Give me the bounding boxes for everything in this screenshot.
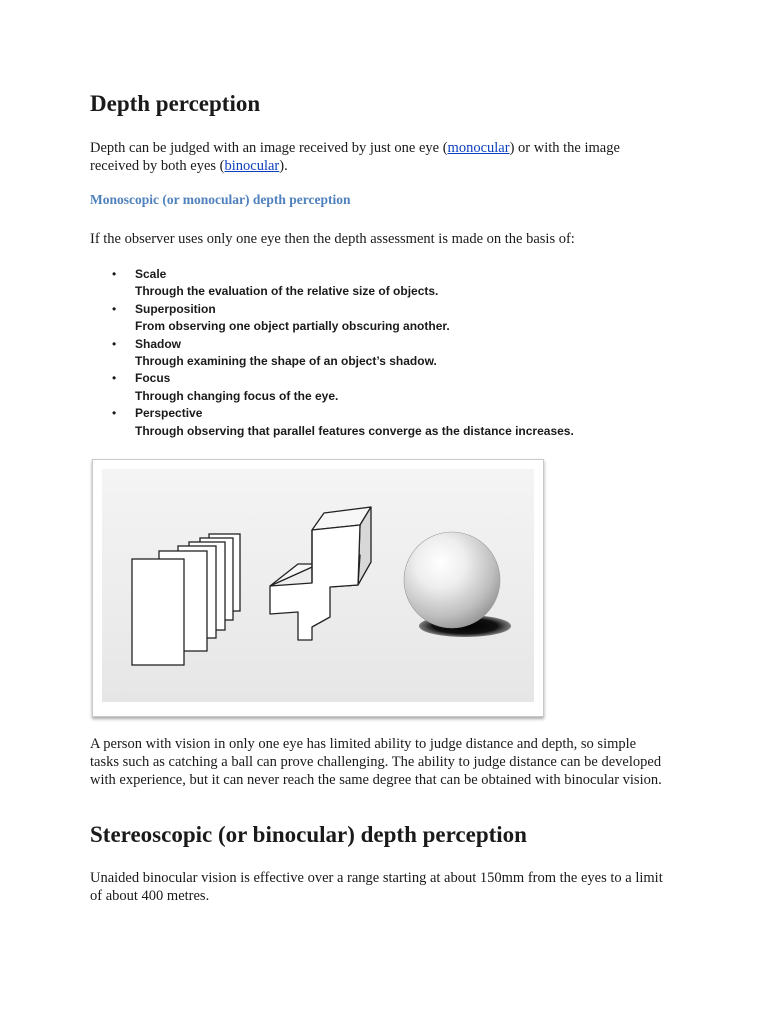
illustration-svg bbox=[102, 469, 534, 702]
list-item-shadow bbox=[90, 336, 574, 371]
bullet-icon: • bbox=[112, 301, 117, 316]
3d-cross-icon bbox=[270, 507, 371, 640]
cue-term: Scale bbox=[135, 267, 167, 281]
cue-term: Shadow bbox=[135, 336, 182, 351]
depth-cues-illustration bbox=[92, 459, 544, 717]
cue-term: Superposition bbox=[135, 301, 216, 316]
stereoscopic-heading: Stereoscopic (or binocular) depth perception bbox=[90, 822, 527, 847]
cue-description: From observing one object partially obscuring another. bbox=[135, 319, 450, 334]
bullet-icon: • bbox=[112, 336, 117, 351]
depth-cues-list bbox=[90, 266, 574, 440]
lead-paragraph: If the observer uses only one eye then the depth assessment is made on the basis of: bbox=[90, 231, 575, 247]
list-item-perspective bbox=[90, 405, 574, 440]
cue-description: Through examining the shape of an object’s shadow. bbox=[135, 354, 437, 369]
cue-description: Through changing focus of the eye. bbox=[135, 388, 339, 403]
list-item-focus bbox=[90, 370, 574, 405]
cue-description: Through the evaluation of the relative size of objects. bbox=[135, 284, 439, 299]
monoscopic-heading: Monoscopic (or monocular) depth perception bbox=[90, 192, 351, 207]
monocular-link[interactable]: monocular bbox=[447, 140, 510, 156]
binocular-range-paragraph: Unaided binocular vision is effective over a range starting at about 150mm from the eyes to a limit of about 400 metres. bbox=[90, 870, 663, 904]
intro-text-3: ). bbox=[279, 158, 288, 174]
bullet-icon: • bbox=[112, 371, 117, 386]
intro-text-2: ) or with the image received by both eyes ( bbox=[90, 140, 620, 174]
sphere-with-shadow-icon bbox=[404, 532, 511, 637]
monocular-limitations-paragraph: A person with vision in only one eye has limited ability to judge distance and depth, so simple tasks such as catching a ball can prove challenging. The ability to judge distance can be developed with experience, but it can never reach the same degree that can be obtained with binocular vision. bbox=[90, 736, 662, 788]
list-item-scale bbox=[90, 266, 574, 301]
illustration-canvas bbox=[102, 469, 534, 702]
list-item-superposition bbox=[90, 301, 574, 336]
stacked-cards-icon bbox=[132, 534, 240, 665]
cue-term: Focus bbox=[135, 371, 171, 386]
intro-text-1: Depth can be judged with an image received by just one eye ( bbox=[90, 140, 448, 156]
binocular-link[interactable]: binocular bbox=[224, 158, 280, 174]
page-title: Depth perception bbox=[90, 91, 261, 116]
cue-description: Through observing that parallel features converge as the distance increases. bbox=[135, 423, 574, 438]
bullet-icon: • bbox=[112, 267, 117, 281]
cue-term: Perspective bbox=[135, 406, 203, 421]
bullet-icon: • bbox=[112, 406, 117, 421]
intro-paragraph bbox=[90, 139, 665, 175]
